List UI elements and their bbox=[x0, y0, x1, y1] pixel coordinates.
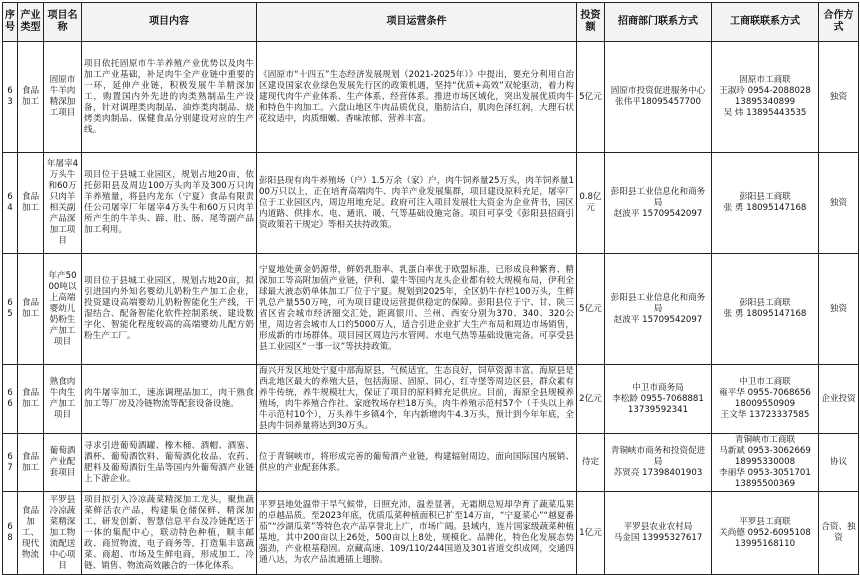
cell-content: 项目拟引入冷凉蔬菜精深加工龙头，聚焦蔬菜鲜活农产品，构建集仓储保鲜、精深加工、研发创新、智慧信息平台及冷链配送于一体的集配中心，联动特色种植，顺丰邮政、商贸物流，电子商务等，打造集丰富蔬菜、商超、市场及生鲜电商，形成加工、冷链、销售、物流高效融合的一体化体系。 bbox=[82, 492, 257, 575]
cell-dept-contact bbox=[605, 434, 712, 492]
cell-dept-contact bbox=[605, 153, 712, 254]
icbc-line: 彭阳县工商联 bbox=[739, 298, 791, 308]
dept-line: 彭阳县工业信息化和商务局 bbox=[610, 186, 706, 208]
icbc-line: 李丽华 0953-3051701 bbox=[719, 468, 811, 478]
dept-line: 彭阳县工业信息化和商务局 bbox=[610, 292, 706, 314]
cell-conditions: 平罗县地处温带干旱气候带，日照充沛，温差显著，无霜期总短却孕育了蔬菜瓜果的卓越品质。至2023年底，优质瓜菜种植面积已扩至14万亩，“宁夏菜心”“越夏番茄”“沙湖瓜菜”等特色农产品享誉北上广，市场广阔。县域内，连片国家级蔬菜种植基地，其中200亩以上26处，500亩以上8处，规模化、品牌化，特色化发展态势强劲，产业根基稳固。京藏高速、109/110/244国道及301省道交织成网，交通四通八达，为农产品流通插上翅膀。 bbox=[257, 492, 577, 575]
cell-icbc-contact bbox=[712, 492, 819, 575]
cell-conditions: 彭阳县现有肉牛养殖场（户）1.5万余（家）户，肉牛饲养量25万头，肉羊饲养量100万只以上，正在培育高端肉牛、肉羊产业发展集群，项目建设原料充足，屠宰厂位于工业园区内，周边用地充足。政府可注入项目发展壮大资金为企业背书，园区内道路、供排水、电、通讯、暖、气等基础设施完备。项目可享受《彭阳县招商引资政策若干规定》等相关扶持政策。 bbox=[257, 153, 577, 254]
icbc-line: 张 勇 18095147168 bbox=[723, 309, 807, 319]
dept-line: 苏贤亮 17398401903 bbox=[613, 468, 703, 478]
icbc-line: 雍平华 0955-7068656 bbox=[719, 388, 811, 398]
cell-content: 寻求引进葡萄酒罐、橡木桶、酒帽、酒塞、酒杯、葡萄酒饮料、葡萄酒化妆品、农药、肥料及葡萄酒衍生品等国内外葡萄酒产业链上下游企业。 bbox=[82, 434, 257, 492]
dept-line: 赵波平 15709542097 bbox=[613, 208, 703, 219]
cell-type: 食品加工 bbox=[18, 365, 44, 434]
header-content: 项目内容 bbox=[82, 3, 257, 42]
icbc-line: 18009550909 bbox=[734, 399, 796, 409]
icbc-line: 彭阳县工商联 bbox=[739, 192, 791, 202]
dept-line: 李松龄 0955-7068881 bbox=[612, 393, 704, 404]
cell-dept-contact bbox=[605, 365, 712, 434]
dept-line: 固原市投资促进服务中心 bbox=[610, 86, 706, 96]
cell-investment: 2亿元 bbox=[577, 365, 605, 434]
cell-icbc-contact bbox=[712, 153, 819, 254]
cell-investment: 0.8亿元 bbox=[577, 153, 605, 254]
table-row bbox=[3, 254, 859, 365]
icbc-line: 平罗县工商联 bbox=[739, 516, 791, 527]
cell-type: 食品加工 bbox=[18, 153, 44, 254]
dept-line: 赵波平 15709542097 bbox=[613, 314, 703, 325]
cell-type: 食品加工、现代物流 bbox=[18, 492, 44, 575]
cell-seq: 67 bbox=[3, 434, 18, 492]
icbc-line: 王淑玲 0954-2088028 bbox=[719, 86, 811, 96]
cell-mode: 合资、独资 bbox=[819, 492, 859, 575]
header-row bbox=[3, 3, 859, 42]
cell-mode: 协议 bbox=[819, 434, 859, 492]
icbc-line: 王文华 13723337585 bbox=[720, 410, 810, 420]
header-icbc-contact: 工商联联系方式 bbox=[712, 3, 819, 42]
icbc-line: 青铜峡市工商联 bbox=[734, 435, 796, 445]
cell-name: 平罗县冷凉蔬菜精深加工物流配送中心项目 bbox=[44, 492, 82, 575]
icbc-line: 13895500369 bbox=[734, 479, 796, 489]
header-name: 项目名称 bbox=[44, 3, 82, 42]
cell-conditions: 位于青铜峡市，将形成完善的葡萄酒产业链，构建辐射周边，面向国际国内展销、供应的产业配套体系。 bbox=[257, 434, 577, 492]
icbc-line: 吴 炜 13895443535 bbox=[723, 108, 807, 118]
cell-name: 熟食肉牛肉生产加工项目 bbox=[44, 365, 82, 434]
cell-seq: 65 bbox=[3, 254, 18, 365]
cell-investment: 1亿元 bbox=[577, 492, 605, 575]
cell-icbc-contact bbox=[712, 365, 819, 434]
icbc-line: 关尚德 0952-6095108 bbox=[719, 527, 811, 538]
cell-seq: 66 bbox=[3, 365, 18, 434]
table-row bbox=[3, 365, 859, 434]
icbc-line: 13895340899 bbox=[734, 97, 796, 107]
cell-investment: 5亿元 bbox=[577, 42, 605, 153]
cell-conditions: 海兴开发区地处宁夏中部海原县，气候适宜，生态良好，饲草资源丰富。海原县是西北地区最大的养殖大县，包括海原、固原、同心，红寺堡等周边区县，群众素有养牛传统，养牛规模壮大，保证了项目的原料鲜充足供应。目前，海原全县规模养殖场，肉牛养殖合作社、家庭牧场存栏18万头，肉牛养殖示范村57个（千头以上养牛示范村10个），万头养牛乡镇4个，年内新增肉牛4.3万头，预计到今年年底，全县肉牛饲养量将达到30万头。 bbox=[257, 365, 577, 434]
header-conditions: 项目运营条件 bbox=[257, 3, 577, 42]
icbc-line: 18995330008 bbox=[734, 457, 796, 467]
cell-investment: 待定 bbox=[577, 434, 605, 492]
cell-mode: 独资 bbox=[819, 254, 859, 365]
cell-mode: 独资 bbox=[819, 42, 859, 153]
dept-line: 中卫市商务局 bbox=[632, 382, 684, 393]
cell-name: 葡萄酒产业配套项目 bbox=[44, 434, 82, 492]
cell-icbc-contact bbox=[712, 42, 819, 153]
cell-icbc-contact bbox=[712, 254, 819, 365]
cell-mode: 企业投资 bbox=[819, 365, 859, 434]
header-mode: 合作方式 bbox=[819, 3, 859, 42]
project-table bbox=[2, 2, 859, 575]
header-type: 产业类型 bbox=[18, 3, 44, 42]
cell-conditions: 宁夏地处黄金奶源带，鲜奶乳脂率、乳蛋白率优于欧盟标准，已形成良种繁育、精深加工等高附加值产业链，伊利、蒙牛等国内龙头企业都有较大规模布局，伊利全球最大液态奶单体加工厂位于宁夏。规划到2025年，全区奶牛存栏100万头，生鲜乳总产量550万吨，可为项目建设运营提供稳定的保障。彭阳县位于宁、甘、陕三省区省会城市经济圈交汇处，距离银川、兰州、西安分别为370、340、320公里，周边省会城市人口约5000万人，适合引进企业扩大生产布局和周边市场销售，形成新的市场群体。项目园区周边污水管网、水电气热等基础设施完备。可享受县县工业园区“一事一议”等扶持政策。 bbox=[257, 254, 577, 365]
cell-name: 年产5000吨以上高端婴幼儿奶粉生产加工项目 bbox=[44, 254, 82, 365]
header-seq: 序号 bbox=[3, 3, 18, 42]
header-investment: 投资额 bbox=[577, 3, 605, 42]
table-row bbox=[3, 492, 859, 575]
cell-conditions: 《固原市“十四五”生态经济发展规划（2021-2025年）》中提出，要充分利用自治区建设国家农业绿色发展先行区的政策机遇，坚持“优质+高效”双轮驱动，着力构建现代肉牛产业体系、生产体系、经营体系。推进市场区域化，突出发展优质肉牛和特色牛肉加工。六盘山地区牛肉品质优良，脂肪沽白，肌肉色泽红润，大理石状花纹适中，肉质细嫩、香味浓郁、营养丰富。 bbox=[257, 42, 577, 153]
cell-dept-contact bbox=[605, 254, 712, 365]
cell-type: 食品加工 bbox=[18, 42, 44, 153]
cell-seq: 64 bbox=[3, 153, 18, 254]
icbc-line: 张 勇 18095147168 bbox=[723, 203, 807, 213]
dept-line: 青铜峡市商务和投资促进局 bbox=[610, 446, 706, 467]
cell-type: 食品加工 bbox=[18, 254, 44, 365]
cell-content: 项目位于县城工业园区，规划占地20亩，依托彭阳县及周边100万头肉羊及300万只肉羊养殖量，将县内龙东（宁夏）食品有限责任公司屠宰厂年屠宰4万头牛和60万只肉羊所产生的牛羊头、蹄、肚、肠、尾等副产品加工利用。 bbox=[82, 153, 257, 254]
cell-content: 项目位于县城工业园区，规划占地20亩，拟引进国内外知名婴幼儿奶粉生产加工企业，投资建设高端婴幼儿奶粉智能化生产线，干湿结合、配备智能化软件控制系统、建设数字化、智能化程度较高的高端婴幼儿配方奶粉生产工厂。 bbox=[82, 254, 257, 365]
cell-seq: 63 bbox=[3, 42, 18, 153]
dept-line: 平罗县农业农村局 bbox=[623, 522, 693, 532]
cell-seq: 68 bbox=[3, 492, 18, 575]
icbc-line: 中卫市工商联 bbox=[739, 377, 791, 387]
cell-content: 肉牛屠宰加工，速冻调理品加工，肉干熟食加工等厂房及冷链物流等配套设备设施。 bbox=[82, 365, 257, 434]
table-row bbox=[3, 434, 859, 492]
cell-investment: 5亿元 bbox=[577, 254, 605, 365]
header-dept-contact: 招商部门联系方式 bbox=[605, 3, 712, 42]
cell-type: 食品加工 bbox=[18, 434, 44, 492]
icbc-line: 固原市工商联 bbox=[739, 75, 791, 85]
cell-dept-contact bbox=[605, 492, 712, 575]
table-row bbox=[3, 42, 859, 153]
cell-name: 年屠宰4万头牛和60万只肉羊相关副产品深加工项目 bbox=[44, 153, 82, 254]
cell-dept-contact bbox=[605, 42, 712, 153]
cell-mode: 独资 bbox=[819, 153, 859, 254]
table-row bbox=[3, 153, 859, 254]
dept-line: 马金国 13995327617 bbox=[613, 533, 703, 543]
dept-line: 张伟平18095457700 bbox=[615, 97, 701, 107]
cell-name: 固原市牛羊肉精深加工项目 bbox=[44, 42, 82, 153]
icbc-line: 马新斌 0953-3062669 bbox=[719, 446, 811, 456]
cell-icbc-contact bbox=[712, 434, 819, 492]
icbc-line: 13995168110 bbox=[734, 538, 796, 549]
dept-line: 13739592341 bbox=[627, 404, 689, 415]
cell-content: 项目依托固原市牛羊养殖产业优势以及肉牛加工产业基础，补足肉牛全产业链中重要的一环，延伸产业链，积极发展牛羊精深加工，购置国内外先进的肉类熟制品生产设备，针对调理类肉制品、油炸类肉制品、烧烤类肉制品、保健食品分别建设对应的生产线。 bbox=[82, 42, 257, 153]
